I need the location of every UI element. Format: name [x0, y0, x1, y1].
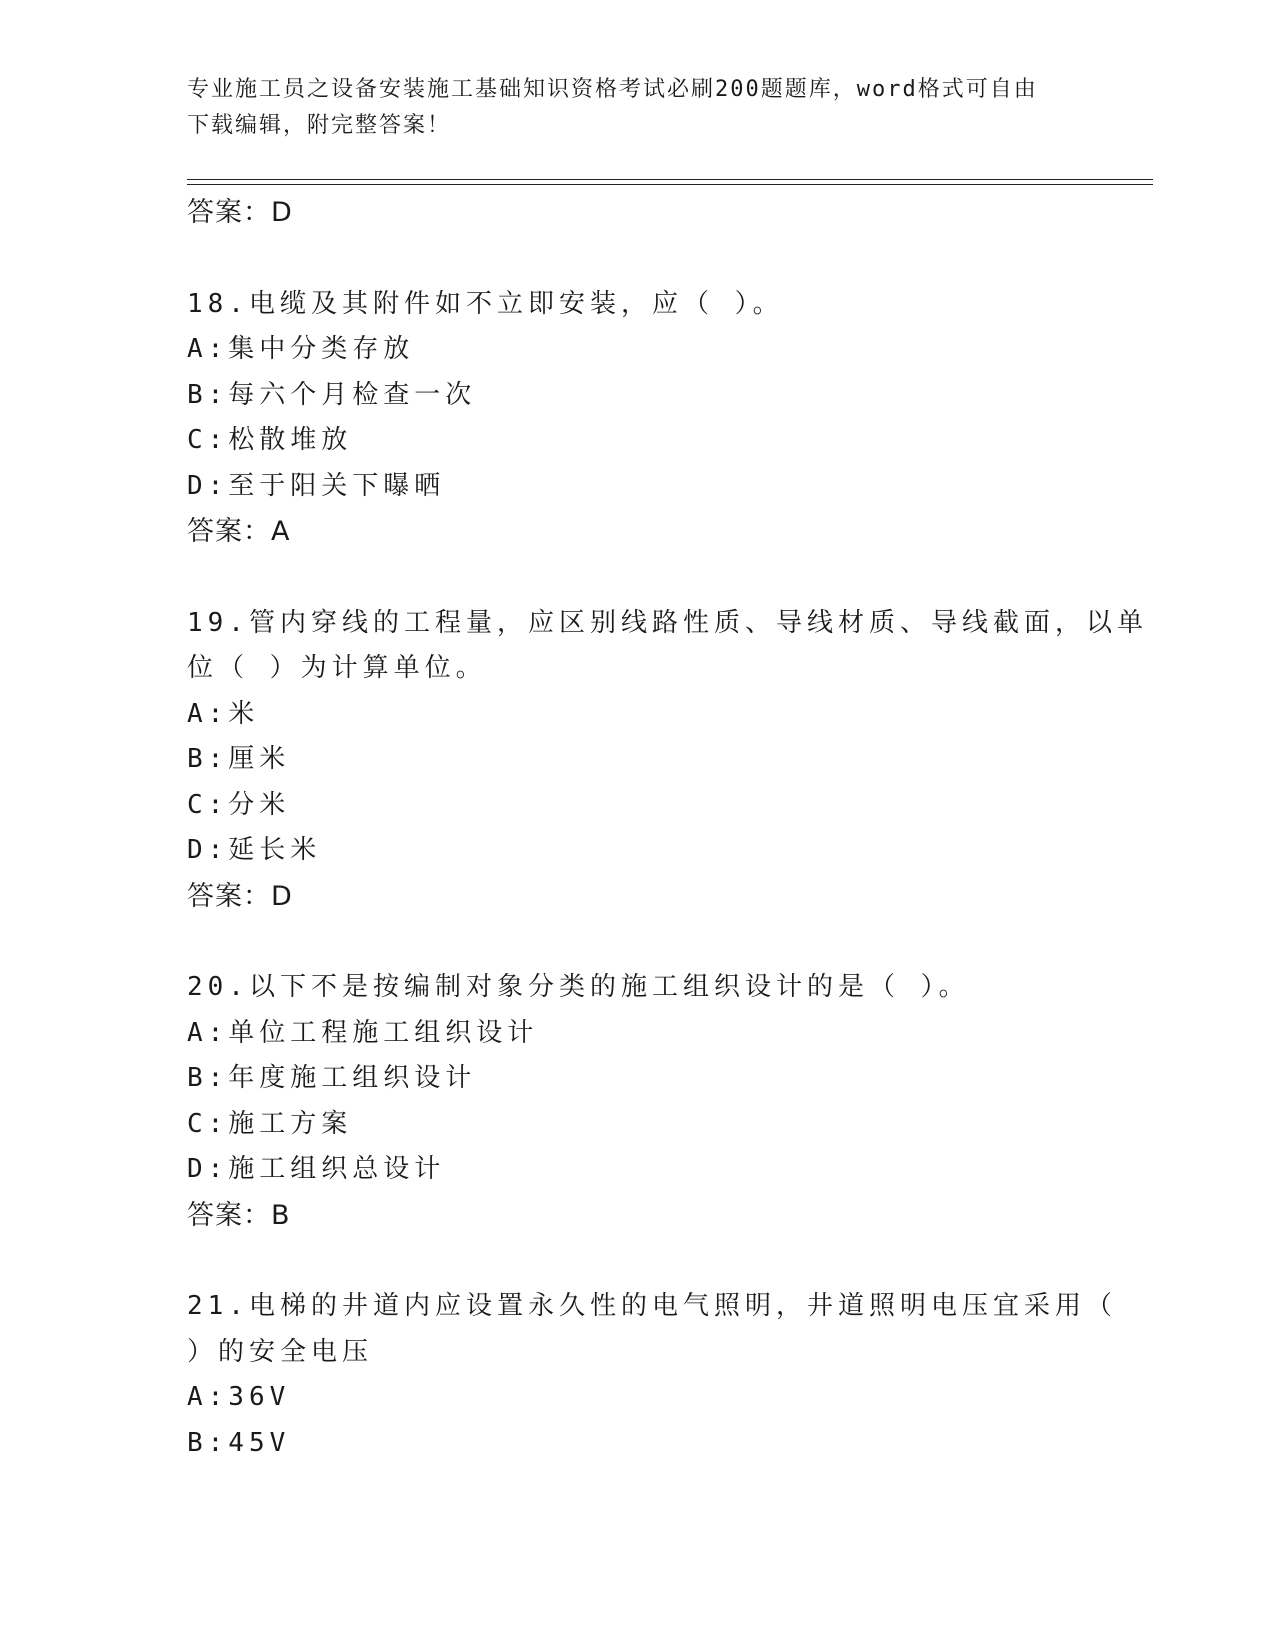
option-b: B:45V: [187, 1427, 291, 1458]
document-header: [187, 72, 1087, 144]
question-stem: 20.以下不是按编制对象分类的施工组织设计的是（ ）。: [187, 972, 970, 1002]
option-d: D:施工组织总设计: [187, 1154, 446, 1184]
header-divider-secondary: [187, 184, 1153, 185]
header-divider: [187, 179, 1153, 180]
spacer: [187, 919, 1087, 965]
option-a: A:米: [187, 698, 260, 729]
question-block: [187, 282, 1087, 555]
option-c: C:松散堆放: [187, 425, 353, 455]
question-list: [187, 190, 1148, 1466]
spacer: [187, 236, 1087, 282]
option-d: D:至于阳关下曝晒: [187, 470, 446, 501]
header-line-2: 下载编辑，附完整答案！: [187, 113, 452, 138]
option-c: C:分米: [187, 789, 291, 820]
option-d: D:延长米: [187, 835, 322, 865]
question-block: [187, 1284, 1117, 1466]
question-stem-continued: 位（ ）为计算单位。: [187, 653, 487, 683]
answer-line: 答案：D: [187, 197, 293, 228]
question-stem: 21.电梯的井道内应设置永久性的电气照明，井道照明电压宜采用（: [187, 1291, 1117, 1321]
answer-line: 答案：B: [187, 1199, 291, 1231]
option-a: A:单位工程施工组织设计: [187, 1017, 539, 1048]
question-stem: 19.管内穿线的工程量，应区别线路性质、导线材质、导线截面，以单: [187, 607, 1148, 638]
option-b: B:每六个月检查一次: [187, 379, 477, 410]
spacer: [187, 1238, 1087, 1284]
header-line-1: 专业施工员之设备安装施工基础知识资格考试必刷200题题库，word格式可自由: [187, 77, 1038, 102]
option-b: B:年度施工组织设计: [187, 1063, 477, 1093]
answer-line: 答案：D: [187, 880, 293, 912]
answer-line: 答案：A: [187, 516, 291, 547]
option-a: A:36V: [187, 1382, 291, 1412]
option-c: C:施工方案: [187, 1108, 353, 1139]
question-block: [187, 965, 1087, 1238]
question-block: [187, 601, 1148, 920]
option-a: A:集中分类存放: [187, 334, 415, 364]
spacer: [187, 555, 1087, 601]
question-stem: 18.电缆及其附件如不立即安装，应（ ）。: [187, 288, 784, 319]
question-stem-continued: ）的安全电压: [187, 1336, 374, 1367]
option-b: B:厘米: [187, 744, 291, 774]
